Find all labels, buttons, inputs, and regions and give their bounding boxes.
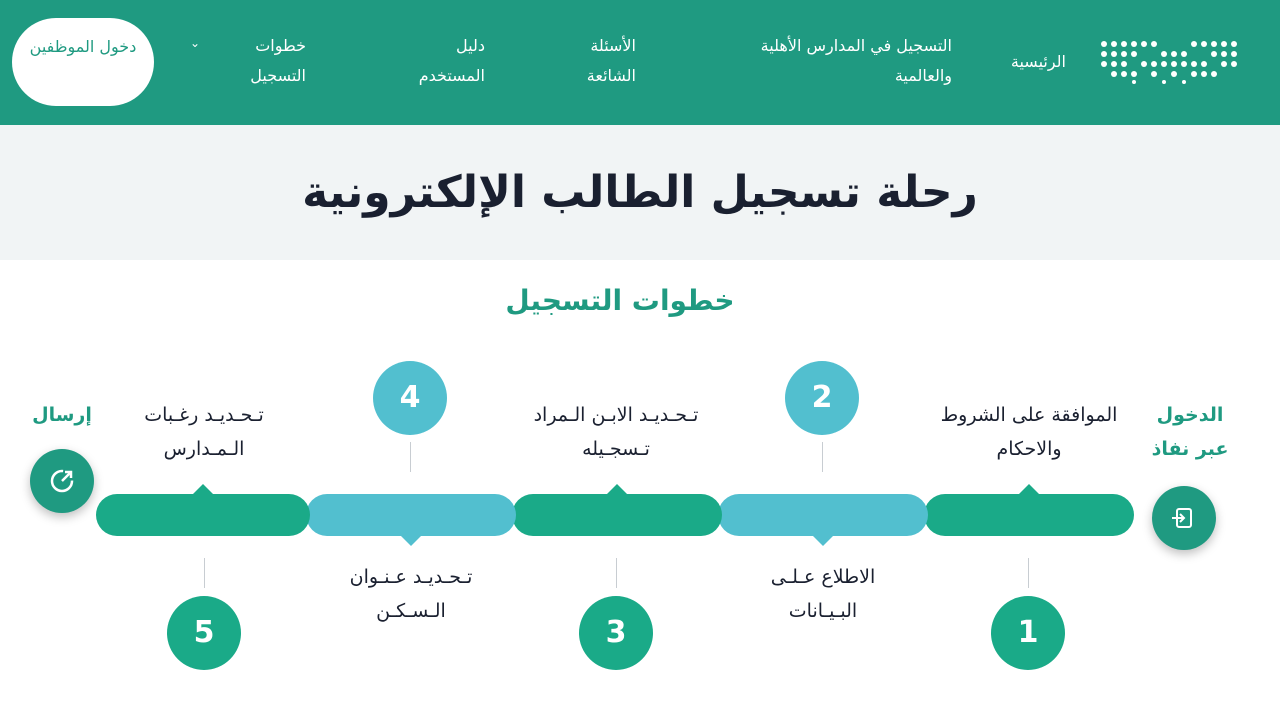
step-2-connector [822,442,823,472]
segment-notch [400,535,422,546]
step-3-label: تـحـديـد الابـن الـمراد تـسجـيله [533,404,699,460]
page-banner [0,125,1280,260]
step-5-connector [204,558,205,588]
timeline-segment-1 [924,494,1134,536]
ministry-logo-icon[interactable] [1098,38,1240,86]
staff-login-button[interactable]: دخول الموظفين [12,18,154,106]
timeline-segment-3 [512,494,722,536]
step-4-number: 4 [373,361,447,435]
nav-home[interactable]: الرئيسية [1010,52,1066,71]
step-3-connector [616,558,617,588]
segment-notch [606,484,628,495]
timeline-segment-2 [718,494,928,536]
section-title: خطوات التسجيل [505,284,735,317]
step-5-label: تـحـديـد رغـبات الـمـدارس [144,404,264,460]
top-navigation-bar [0,0,1280,125]
step-4-connector [410,442,411,472]
segment-notch [812,535,834,546]
step-1-label: الموافقة على الشروط والاحكام [940,404,1118,460]
login-icon [1152,486,1216,550]
timeline-segment-4 [306,494,516,536]
nav-user-guide[interactable]: دليل المستخدم [418,36,485,85]
nav-registration-steps[interactable]: خطوات التسجيل [250,36,306,85]
chevron-down-icon[interactable]: ⌄ [189,36,201,50]
step-1-connector [1028,558,1029,588]
send-icon [30,449,94,513]
segment-notch [1018,484,1040,495]
page-title: رحلة تسجيل الطالب الإلكترونية [302,167,978,218]
step-4-label: تـحـديـد عـنـوان الـسـكـن [349,566,473,622]
nav-faq[interactable]: الأسئلة الشائعة [586,36,636,85]
segment-notch [192,484,214,495]
timeline-segment-5 [96,494,310,536]
step-3-number: 3 [579,596,653,670]
step-5-number: 5 [167,596,241,670]
step-2-number: 2 [785,361,859,435]
end-label: إرسال [32,404,92,426]
login-button[interactable] [1152,486,1216,550]
step-2-label: الاطلاع عـلـى البـيـانات [770,566,876,622]
send-button[interactable] [30,449,94,513]
nav-private-schools[interactable]: التسجيل في المدارس الأهلية والعالمية [760,36,952,85]
step-1-number: 1 [991,596,1065,670]
start-label: الدخول عبر نفاذ [1151,404,1229,460]
